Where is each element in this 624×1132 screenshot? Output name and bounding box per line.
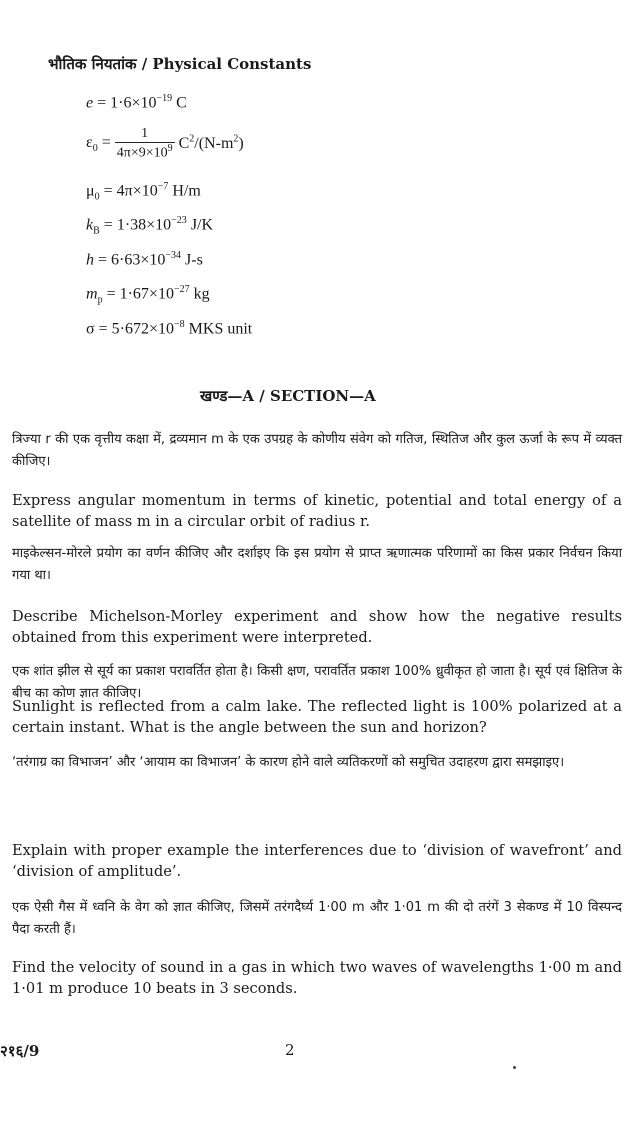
page-number: 2 — [285, 1041, 295, 1059]
constant-mp: $m_p = 1\cdot 67\times 10^{-27}$ kg — [86, 284, 210, 306]
constant-mu0: $\mu_0 = 4\pi\times 10^{-7}$ H/m — [86, 181, 201, 203]
constant-epsilon0: $\varepsilon_0$ = $\frac{1}{4\pi\times 9\times 10^9}$ $C^2/(N-m^2)$ — [86, 126, 244, 161]
question-3-hindi: एक शांत झील से सूर्य का प्रकाश परावर्तित होता है। किसी क्षण, परावर्तित प्रकाश 100% ध्रुवीकृत हो जाता है। सूर्य एवं क्षितिज के बीच का कोण ज्ञात कीजिए। — [12, 664, 622, 701]
question-2-english: Describe Michelson-Morley experiment and show how the negative results obtained from this experiment were interpreted. — [12, 608, 622, 646]
constant-h: $h = 6\cdot 63\times 10^{-34}$ J-s — [86, 250, 203, 269]
question-4-english: Explain with proper example the interferences due to ‘division of wavefront’ and ‘division of amplitude’. — [12, 842, 622, 880]
paper-code: २१६/9 — [0, 1042, 40, 1060]
constant-e: $e = 1\cdot 6\times 10^{-19}$ C — [86, 93, 187, 112]
question-2-hindi: माइकेल्सन-मोरले प्रयोग का वर्णन कीजिए और दर्शाइए कि इस प्रयोग से प्राप्त ऋणात्मक परिणामों का किस प्रकार निर्वचन किया गया था। — [12, 546, 622, 583]
section-title: खण्ड—A / SECTION—A — [200, 387, 376, 405]
constant-kB: $k_B = 1\cdot 38\times 10^{-23}$ J/K — [86, 215, 214, 237]
constants-heading: भौतिक नियतांक / Physical Constants — [48, 55, 312, 73]
printing-speck — [513, 1066, 516, 1069]
question-5-hindi: एक ऐसी गैस में ध्वनि के वेग को ज्ञात कीजिए, जिसमें तरंगदैर्घ्य 1·00 m और 1·01 m की दो तरंगें 3 सेकण्ड में 10 विस्पन्द पैदा करती हैं। — [12, 900, 622, 937]
question-1-english: Express angular momentum in terms of kinetic, potential and total energy of a satellite of mass m in a circular orbit of radius r. — [12, 492, 622, 530]
question-1-hindi: त्रिज्या r की एक वृत्तीय कक्षा में, द्रव्यमान m के एक उपग्रह के कोणीय संवेग को गतिज, स्थितिज और कुल ऊर्जा के रूप में व्यक्त कीजिए। — [12, 432, 622, 469]
constant-sigma: $\sigma = 5\cdot 672\times 10^{-8}$ MKS unit — [86, 319, 253, 338]
question-3-english: Sunlight is reflected from a calm lake. The reflected light is 100% polarized at a certain instant. What is the angle between the sun and horizon? — [12, 698, 622, 736]
question-4-hindi: ‘तरंगाग्र का विभाजन’ और ‘आयाम का विभाजन’ के कारण होने वाले व्यतिकरणों को समुचित उदाहरण द्वारा समझाइए। — [12, 755, 565, 770]
question-5-english: Find the velocity of sound in a gas in which two waves of wavelengths 1·00 m and 1·01 m produce 10 beats in 3 seconds. — [12, 959, 622, 997]
